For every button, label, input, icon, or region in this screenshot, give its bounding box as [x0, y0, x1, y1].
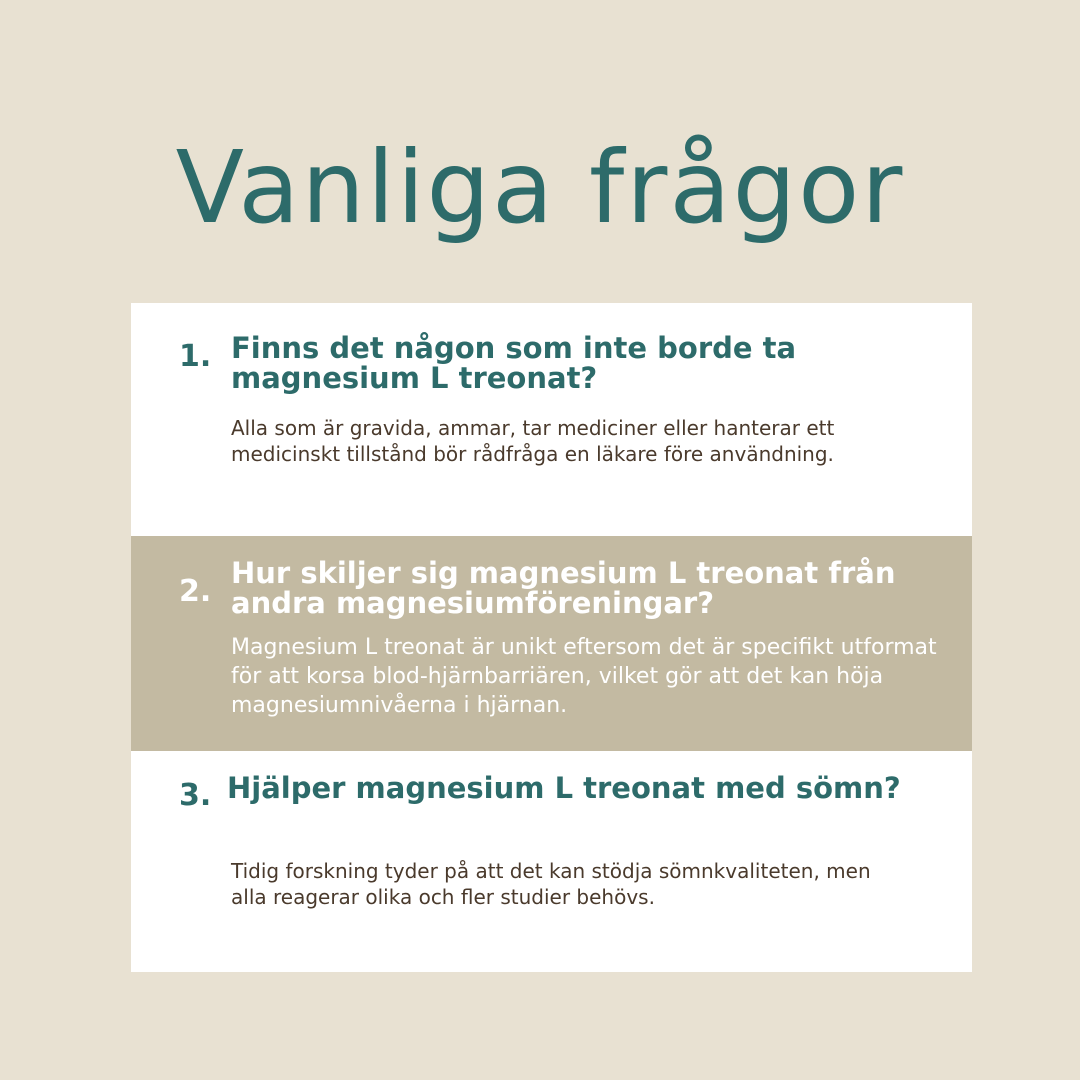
faq-answer: Tidig forskning tyder på att det kan stödja sömnkvaliteten, men alla reagerar olika och fler studier behövs. — [231, 859, 871, 909]
faq-question: Finns det någon som inte borde ta magnesium L treonat? — [231, 331, 797, 395]
faq-item-1 — [131, 303, 972, 536]
faq-answer: Magnesium L treonat är unikt eftersom det är specifikt utformat för att korsa blod-hjärnbarriären, vilket gör att det kan höja magnesiumnivåerna i hjärnan. — [231, 635, 937, 718]
faq-item-2 — [131, 536, 972, 751]
faq-question: Hur skiljer sig magnesium L treonat från andra magnesiumföreningar? — [231, 556, 896, 620]
faq-number: 3. — [179, 778, 212, 813]
page-title: Vanliga frågor — [175, 129, 905, 246]
faq-number: 1. — [179, 339, 212, 374]
faq-number: 2. — [179, 574, 212, 609]
faq-item-3 — [131, 751, 972, 972]
faq-question: Hjälper magnesium L treonat med sömn? — [227, 771, 901, 805]
faq-answer: Alla som är gravida, ammar, tar mediciner eller hanterar ett medicinskt tillstånd bör rådfråga en läkare före användning. — [231, 416, 835, 466]
